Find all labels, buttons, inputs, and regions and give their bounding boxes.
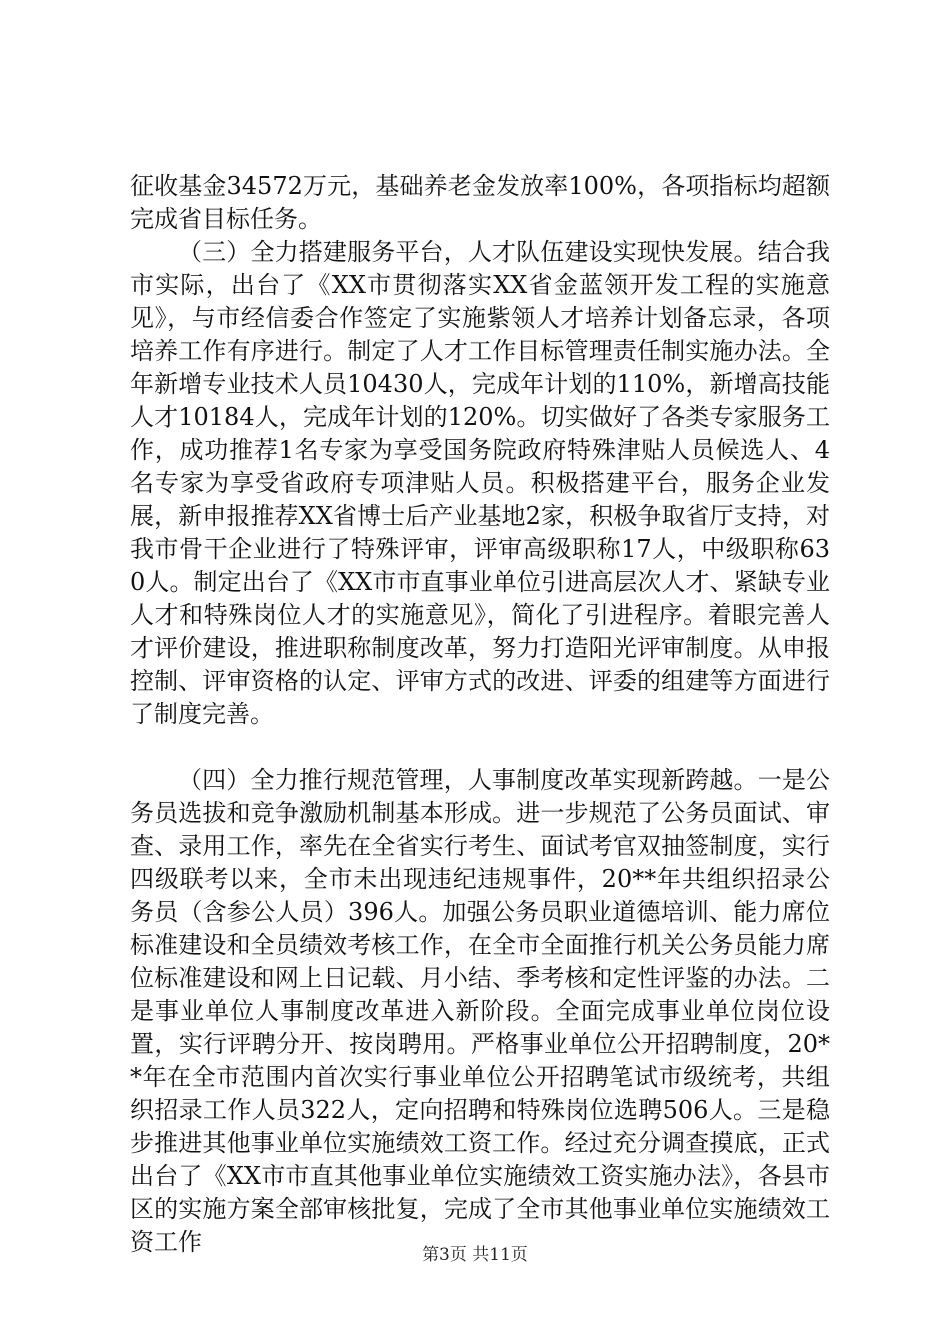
paragraph-continuation: 征收基金34572万元，基础养老金发放率100%，各项指标均超额完成省目标任务。 (130, 172, 830, 233)
paragraph-section-four: （四）全力推行规范管理，人事制度改革实现新跨越。一是公务员选拔和竞争激励机制基本形成。进一步规范了公务员面试、审查、录用工作，率先在全省实行考生、面试考官双抽签制度，实行四级联考以来，全市未出现违纪违规事件，20**年共组织招录公务员（含参公人员）396人。加强公务员职业道德培训、能力席位标准建设和全员绩效考核工作，在全市全面推行机关公务员能力席位标准建设和网上日记载、月小结、季考核和定性评鉴的办法。二是事业单位人事制度改革进入新阶段。全面完成事业单位岗位设置，实行评聘分开、按岗聘用。严格事业单位公开招聘制度，20**年在全市范围内首次实行事业单位公开招聘笔试市级统考，共组织招录工作人员322人，定向招聘和特殊岗位选聘506人。三是稳步推进其他事业单位实施绩效工资工作。经过充分调查摸底，正式出台了《XX市市直其他事业单位实施绩效工资实施办法》，各县市区的实施方案全部审核批复，完成了全市其他事业单位实施绩效工资工作 (130, 766, 830, 1256)
paragraph-section-three: （三）全力搭建服务平台，人才队伍建设实现快发展。结合我市实际，出台了《XX市贯彻落实XX省金蓝领开发工程的实施意见》，与市经信委合作签定了实施紫领人才培养计划备忘录，各项培养工作有序进行。制定了人才工作目标管理责任制实施办法。全年新增专业技术人员10430人，完成年计划的110%，新增高技能人才10184人，完成年计划的120%。切实做好了各类专家服务工作，成功推荐1名专家为享受国务院政府特殊津贴人员候选人、4名专家为享受省政府专项津贴人员。积极搭建平台，服务企业发展，新申报推荐XX省博士后产业基地2家，积极争取省厅支持，对我市骨干企业进行了特殊评审，评审高级职称17人，中级职称630人。制定出台了《XX市市直事业单位引进高层次人才、紧缺专业人才和特殊岗位人才的实施意见》，简化了引进程序。着眼完善人才评价建设，推进职称制度改革，努力打造阳光评审制度。从申报控制、评审资格的认定、评审方式的改进、评委的组建等方面进行了制度完善。 (130, 238, 830, 728)
document-body (130, 170, 830, 1259)
page-number-footer: 第3页 共11页 (422, 1245, 528, 1265)
